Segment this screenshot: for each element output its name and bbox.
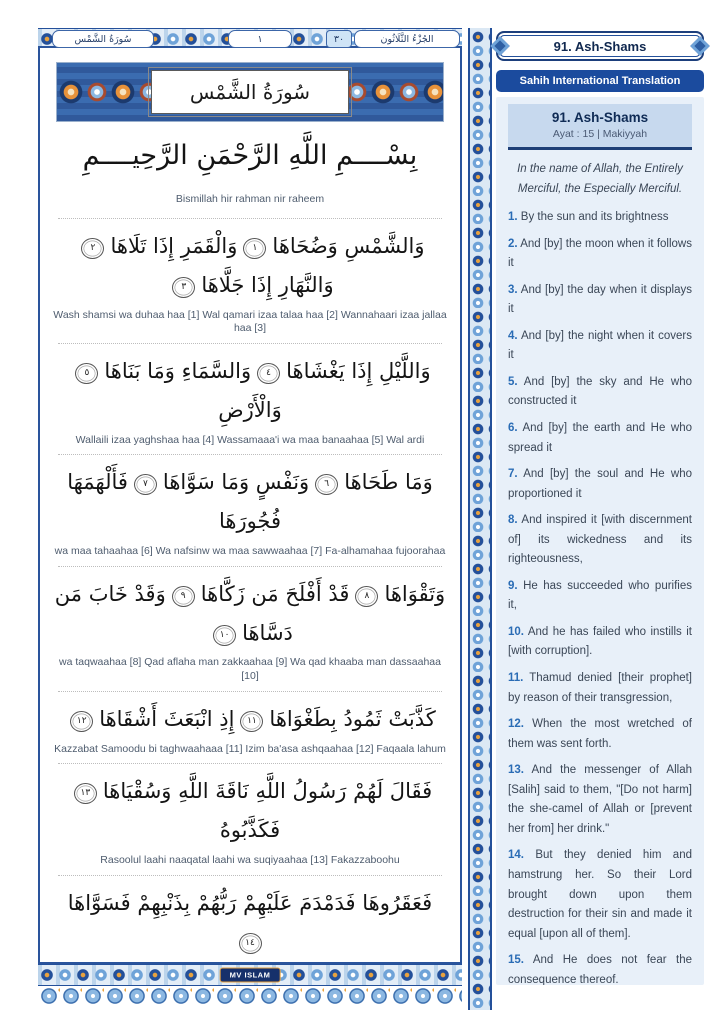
ayah-number-medallion: ٥ [75,363,98,384]
tab-page-number [228,30,292,48]
arabic-text: إِذِ انْبَعَثَ أَشْقَاهَا [99,706,235,731]
surah-info-box [508,104,692,150]
verse-block [52,567,448,691]
verse-number: 5. [508,375,518,388]
translation-verse: 13. And the messenger of Allah [Salih] said to them, "[Do not harm] the she-camel of Allah or [prevent her from] her drink." [508,764,692,835]
bismillah-transliteration: Bismillah hir rahman nir raheem [175,192,325,205]
verse-transliteration: Rasoolul laahi naaqatal laahi wa suqiyaahaa [13] Fakazzaboohu [100,853,400,866]
verse-block [52,692,448,763]
translation-verse: 9. He has succeeded who purifies it, [508,579,692,612]
verse-list [52,218,448,964]
ayah-number-medallion: ٤ [257,363,280,384]
translation-source-label: Sahih International Translation [519,75,681,87]
arabic-text: وَالشَّمْسِ وَضُحَاهَا [272,234,425,259]
translation-list [508,208,692,985]
verse-arabic [52,352,448,430]
ayah-number-medallion: ٧ [134,474,157,495]
ayah-number-medallion: ٦ [315,474,338,495]
tab-juz-number [326,30,352,48]
verse-arabic [52,463,448,541]
verse-transliteration: Wash shamsi wa duhaa haa [1] Wal qamari izaa talaa haa [2] Wannahaari izaa jallaa haa [3] [53,308,447,335]
translation-verse: 6. And [by] the earth and He who spread it [508,422,692,454]
verse-number: 3. [508,283,518,296]
verse-number: 6. [508,422,518,435]
tab-juz-number-label: ٣٠ [333,33,345,45]
verse-arabic [52,575,448,653]
translation-verse: 5. And [by] the sky and He who constructed it [508,375,692,408]
arabic-text: قَدْ أَفْلَحَ مَن زَكَّاهَا [200,581,350,606]
translation-verse: 15. And He does not fear the consequence thereof. [508,954,692,985]
ayah-number-medallion: ٨ [355,586,378,607]
verse-number: 14. [508,849,524,862]
translation-verse: 1. By the sun and its brightness [508,211,669,224]
translation-sidebar [496,31,704,985]
verse-number: 7. [508,468,518,481]
bottom-ornament-border [38,964,462,986]
ornament-wing-left-icon [490,36,510,56]
verse-block [52,455,448,565]
surah-title-arabic: سُورَةُ الشَّمْس [189,80,311,104]
verse-number: 4. [508,329,518,342]
arabic-text: وَقَدْ خَابَ مَن دَسَّاهَا [54,581,293,645]
translation-verse: 12. When the most wretched of them was sent forth. [508,718,692,750]
translation-verse: 8. And inspired it [with discernment of] its wickedness and its righteousness, [508,514,692,566]
publisher-badge: MV ISLAM [220,968,281,983]
tab-surah-label: سُورَةُ الشَّمْس [74,33,132,45]
translation-source-banner [496,70,704,92]
verse-number: 13. [508,764,524,777]
arabic-text: وَالْأَرْضِ [218,397,282,422]
verse-transliteration: Kazzabat Samoodu bi taghwaahaaa [11] Izim ba'asa ashqaahaa [12] Faqaala lahum [54,742,446,755]
surah-title-panel [151,70,349,114]
translation-verse: 2. And [by] the moon when it follows it [508,237,692,270]
arabic-text: وَمَا طَحَاهَا [344,470,433,495]
verse-number: 11. [508,672,524,685]
ayah-number-medallion: ١٣ [74,783,97,804]
tab-juz-name-label: الجُزْءُ الثَّلَاثُون [380,33,434,45]
tab-juz-name [354,30,460,48]
sidebar-surah-title: 91. Ash-Shams [553,38,647,54]
translation-verse: 14. But they denied him and hamstrung her. So their Lord brought down upon them destruction for their sin and made it equal [upon all of them]. [508,849,692,940]
verse-block [52,219,448,343]
arabic-text: وَالسَّمَاءِ وَمَا بَنَاهَا [104,359,252,384]
arabic-text: فَقَالَ لَهُمْ رَسُولُ اللَّهِ نَاقَةَ اللَّهِ وَسُقْيَاهَا [102,779,433,804]
verse-number: 9. [508,579,518,592]
verse-transliteration: wa taqwaahaa [8] Qad aflaha man zakkaahaa [9] Wa qad khaaba man dassaahaa [10] [59,656,441,683]
verse-block [52,876,448,964]
verse-transliteration: Wallaili izaa yaghshaa haa [4] Wassamaaa'i wa maa banaahaa [5] Wal ardi [75,433,425,446]
bismillah-arabic: بِسْــــمِ اللَّهِ الرَّحْمَنِ الرَّحِيــــمِ [82,140,418,171]
verse-number: 15. [508,954,524,967]
arabic-text: فَأَلْهَمَهَا فُجُورَهَا [67,470,282,534]
ayah-number-medallion: ١١ [240,711,263,732]
ayah-number-medallion: ١٠ [213,625,236,646]
surah-info-meta: Ayat : 15 | Makiyyah [552,128,648,140]
translation-panel [496,97,704,985]
verse-block [52,344,448,454]
verse-arabic [52,700,448,739]
arabic-text: وَنَفْسٍ وَمَا سَوَّاهَا [162,470,310,495]
verse-number: 2. [508,237,518,250]
translation-verse: 4. And [by] the night when it covers it [508,329,692,362]
bismillah-translation: In the name of Allah, the Entirely Merciful, the Especially Merciful. [517,163,683,195]
translation-verse: 7. And [by] the soul and He who proportioned it [508,468,692,500]
sidebar-surah-title-box [496,31,704,61]
arabic-text: فَكَذَّبُوهُ [219,818,281,843]
ayah-number-medallion: ٩ [172,586,195,607]
surah-title-banner-ornament [56,62,444,122]
page-content-box [38,46,462,964]
verse-number: 1. [508,211,518,224]
translation-verse: 3. And [by] the day when it displays it [508,283,692,316]
arabic-text: وَالْقَمَرِ إِذَا تَلَاهَا [110,234,238,259]
verse-block [52,764,448,874]
translation-verse: 10. And he has failed who instills it [with corruption]. [508,625,692,658]
vertical-ornament-divider [468,28,492,1010]
ayah-number-medallion: ١ [243,238,266,259]
tab-page-label: ١ [257,33,263,45]
verse-number: 8. [508,514,518,527]
arabic-text: فَعَقَرُوهَا فَدَمْدَمَ عَلَيْهِمْ رَبُّهُمْ بِذَنْبِهِمْ فَسَوَّاهَا [67,890,433,915]
arabic-text: وَالنَّهَارِ إِذَا جَلَّاهَا [201,272,334,297]
arabic-text: كَذَّبَتْ ثَمُودُ بِطَغْوَاهَا [269,706,436,731]
translation-verse: 11. Thamud denied [their prophet] by reason of their transgression, [508,672,692,704]
verse-transliteration: wa maa tahaahaa [6] Wa nafsinw wa maa sawwaahaa [7] Fa-alhamahaa fujoorahaa [54,545,446,558]
mushaf-page [38,28,462,1010]
verse-arabic [52,772,448,850]
verse-arabic [52,227,448,305]
ayah-number-medallion: ٢ [81,238,104,259]
arabic-text: وَاللَّيْلِ إِذَا يَغْشَاهَا [286,359,431,384]
tab-surah-name [52,30,154,48]
arabic-text: وَتَقْوَاهَا [384,581,446,606]
ayah-number-medallion: ١٤ [239,933,262,954]
ornament-wing-right-icon [690,36,710,56]
ayah-number-medallion: ١٢ [70,711,93,732]
surah-info-title: 91. Ash-Shams [551,110,649,125]
bismillah-block [52,122,448,218]
verse-number: 12. [508,718,524,731]
bottom-drops-ornament [38,987,462,1008]
verse-arabic [52,884,448,962]
ayah-number-medallion: ٣ [172,277,195,298]
verse-number: 10. [508,625,524,638]
